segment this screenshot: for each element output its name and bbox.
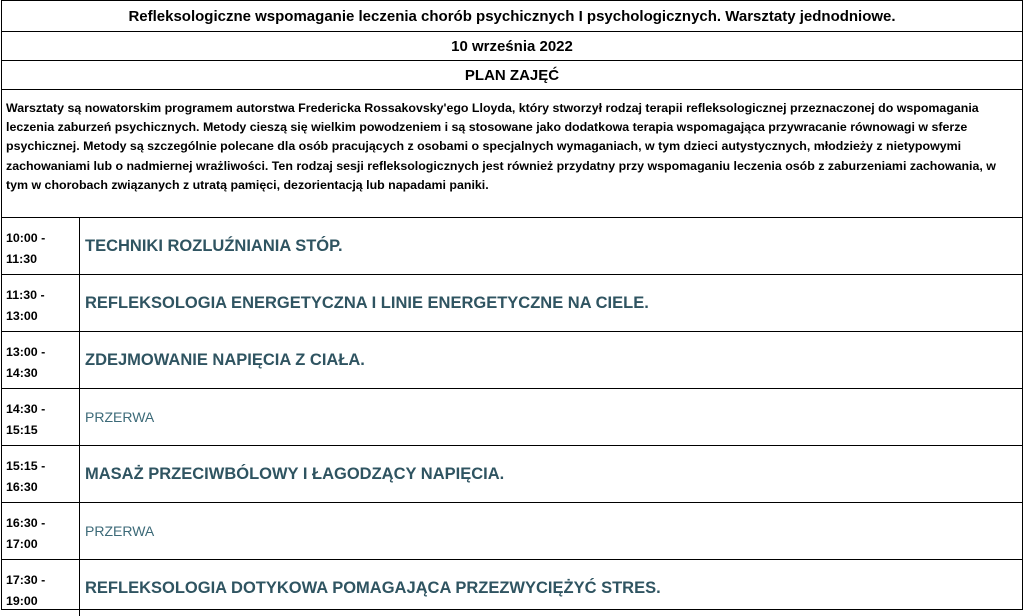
time-cell — [2, 446, 80, 502]
activity-cell: MASAŻ PRZECIWBÓLOWY I ŁAGODZĄCY NAPIĘCIA. — [85, 464, 505, 483]
time-start: 11:30 - — [6, 288, 45, 302]
time-cell — [2, 332, 80, 388]
activity-cell: REFLEKSOLOGIA DOTYKOWA POMAGAJĄCA PRZEZWYCIĘŻYĆ STRES. — [85, 578, 661, 597]
time-end: 11:30 — [6, 252, 38, 266]
time-cell — [2, 275, 80, 331]
schedule-row — [2, 389, 1022, 446]
time-end: 16:30 — [6, 480, 38, 494]
time-cell — [2, 560, 80, 616]
time-start: 15:15 - — [6, 459, 46, 473]
intro-paragraph: Warsztaty są nowatorskim programem autorstwa Fredericka Rossakovsky'ego Lloyda, który stworzył rodzaj terapii refleksologicznej przeznaczonej do wspomagania leczenia zaburzeń psychicznych. Metody cieszą się wielkim powodzeniem i są stosowane jako dodatkowa terapia wspomagająca przywracanie równowagi w sferze psychicznej. Metody są szczególnie polecane dla osób pracujących z osobami o specjalnych wymaganiach, w tym dzieci autystycznych, młodzieży z nietypowymi zachowaniami lub o nadmiernej wrażliwości. Ten rodzaj sesji refleksologicznych jest również przydatny przy wspomaganiu leczenia osób z zaburzeniami zachowania, w tym w chorobach związanych z utratą pamięci, dezorientacją lub napadami paniki. — [2, 90, 1022, 218]
time-end: 17:00 — [6, 537, 38, 551]
time-cell — [2, 218, 80, 274]
schedule-row — [2, 503, 1022, 560]
time-start: 13:00 - — [6, 345, 46, 359]
activity-cell: REFLEKSOLOGIA ENERGETYCZNA I LINIE ENERGETYCZNE NA CIELE. — [85, 293, 649, 312]
plan-heading: PLAN ZAJĘĆ — [2, 61, 1022, 90]
workshop-schedule-sheet — [1, 0, 1023, 610]
time-start: 14:30 - — [6, 402, 46, 416]
workshop-date: 10 września 2022 — [2, 32, 1022, 61]
activity-cell: ZDEJMOWANIE NAPIĘCIA Z CIAŁA. — [85, 350, 365, 369]
document-title: Refleksologiczne wspomaganie leczenia chorób psychicznych I psychologicznych. Warsztaty jednodniowe. — [2, 1, 1022, 32]
schedule-row — [2, 218, 1022, 275]
time-start: 16:30 - — [6, 516, 46, 530]
break-cell: PRZERWA — [85, 409, 155, 425]
break-cell: PRZERWA — [85, 523, 155, 539]
schedule-table — [2, 218, 1022, 616]
time-cell — [2, 503, 80, 559]
time-cell — [2, 389, 80, 445]
schedule-row — [2, 275, 1022, 332]
time-end: 19:00 — [6, 594, 38, 608]
schedule-row — [2, 332, 1022, 389]
time-end: 13:00 — [6, 309, 38, 323]
schedule-row — [2, 446, 1022, 503]
time-end: 15:15 — [6, 423, 38, 437]
time-start: 10:00 - — [6, 231, 46, 245]
activity-cell: TECHNIKI ROZLUŹNIANIA STÓP. — [85, 236, 343, 255]
time-start: 17:30 - — [6, 573, 46, 587]
schedule-row — [2, 560, 1022, 616]
time-end: 14:30 — [6, 366, 38, 380]
